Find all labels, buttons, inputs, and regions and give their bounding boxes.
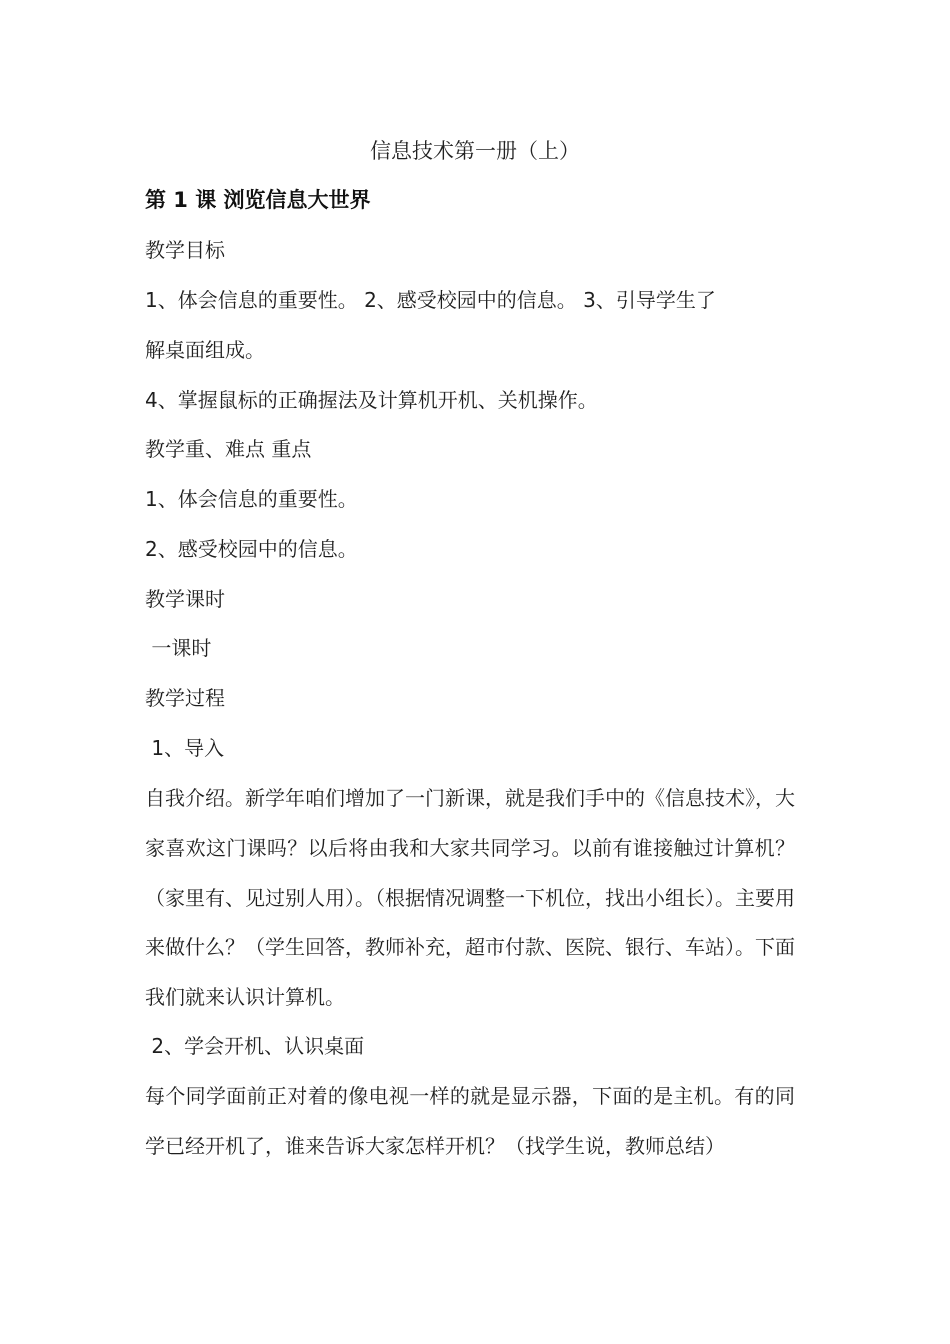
objectives-line-1: 1、体会信息的重要性。 2、感受校园中的信息。 3、引导学生了 — [145, 288, 716, 312]
step-2-heading: 2、学会开机、认识桌面 — [145, 1034, 365, 1058]
document-title: 信息技术第一册（上） — [370, 139, 580, 163]
objectives-line-3: 4、掌握鼠标的正确握法及计算机开机、关机操作。 — [145, 388, 598, 412]
key-point-2: 2、感受校园中的信息。 — [145, 537, 358, 561]
step-1-paragraph: 自我介绍。新学年咱们增加了一门新课，就是我们手中的《信息技术》，大家喜欢这门课吗？以后将由我和大家共同学习。以前有谁接触过计算机？（家里有、见过别人用）。（根据情况调整一下机位，找出小组长）。主要用来做什么？（学生回答，教师补充，超市付款、医院、银行、车站）。下面我们就来认识计算机。 — [145, 786, 795, 1010]
step-2-paragraph: 每个同学面前正对着的像电视一样的就是显示器，下面的是主机。有的同学已经开机了，谁来告诉大家怎样开机？（找学生说，教师总结） — [145, 1084, 795, 1158]
key-points-heading: 教学重、难点 重点 — [145, 437, 312, 461]
hours-value: 一课时 — [145, 636, 212, 660]
objectives-heading: 教学目标 — [145, 238, 225, 262]
key-point-1: 1、体会信息的重要性。 — [145, 487, 358, 511]
step-1-heading: 1、导入 — [145, 736, 225, 760]
objectives-line-2: 解桌面组成。 — [145, 338, 265, 362]
hours-heading: 教学课时 — [145, 587, 225, 611]
lesson-title: 第 1 课 浏览信息大世界 — [145, 188, 371, 212]
process-heading: 教学过程 — [145, 686, 225, 710]
